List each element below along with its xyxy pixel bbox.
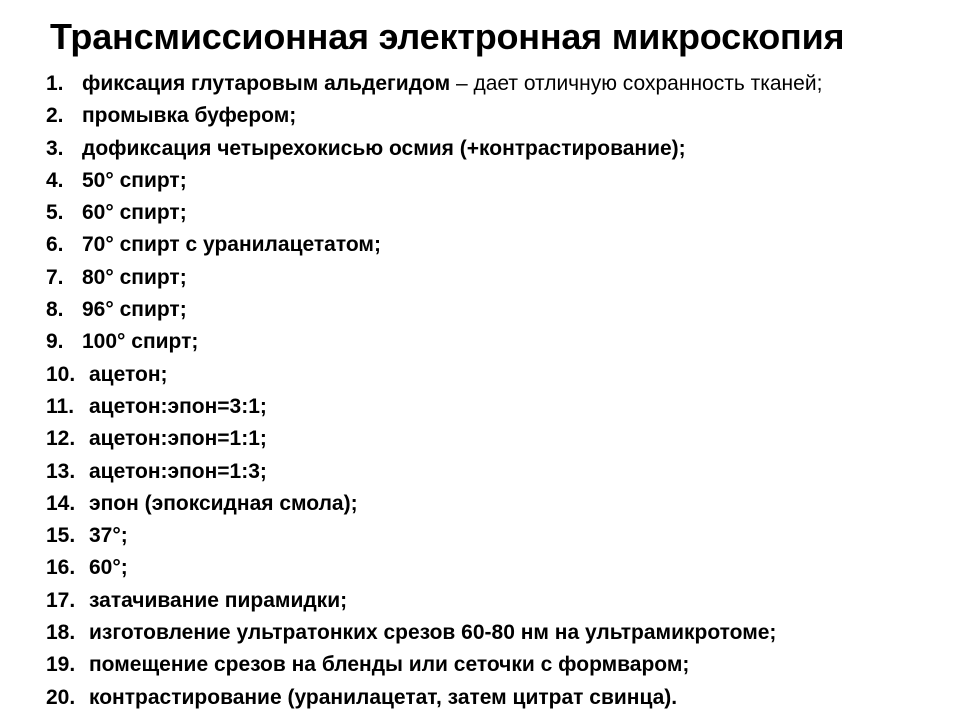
list-item	[46, 294, 936, 326]
list-item	[46, 682, 936, 714]
step-text: ацетон:эпон=3:1;	[89, 394, 267, 418]
step-text: 37°;	[89, 524, 128, 548]
step-text: затачивание пирамидки;	[89, 588, 348, 612]
step-number: 3.	[46, 136, 64, 160]
step-number: 2.	[46, 104, 64, 128]
step-number: 11.	[46, 394, 75, 418]
step-text: 80° спирт;	[82, 265, 187, 289]
step-text: 70° спирт с уранилацетатом;	[82, 233, 381, 257]
step-text: 50° спирт;	[82, 168, 187, 192]
step-number: 10.	[46, 362, 76, 386]
step-number: 16.	[46, 556, 76, 580]
list-item	[46, 100, 936, 132]
step-text: ацетон:эпон=1:3;	[89, 459, 267, 483]
slide-title: Трансмиссионная электронная микроскопия	[50, 16, 845, 57]
list-item	[46, 262, 936, 294]
step-number: 4.	[46, 168, 64, 192]
step-note: – дает отличную сохранность тканей;	[450, 72, 823, 95]
list-item	[46, 165, 936, 197]
step-number: 15.	[46, 524, 76, 548]
step-number: 8.	[46, 298, 64, 322]
step-text: эпон (эпоксидная смола);	[89, 491, 358, 515]
list-item	[46, 359, 936, 391]
step-number: 17.	[46, 588, 76, 612]
step-text: контрастирование (уранилацетат, затем цитрат свинца).	[89, 685, 678, 709]
step-number: 1.	[46, 72, 64, 95]
step-text: 60° спирт;	[82, 201, 187, 225]
step-text: дофиксация четырехокисью осмия (+контрастирование);	[82, 136, 686, 160]
list-item	[46, 617, 936, 649]
list-item	[46, 326, 936, 358]
list-item	[46, 133, 936, 165]
step-text: 100° спирт;	[82, 330, 199, 354]
step-number: 13.	[46, 459, 76, 483]
list-item	[46, 649, 936, 681]
step-number: 9.	[46, 330, 64, 354]
list-item	[46, 585, 936, 617]
step-number: 12.	[46, 427, 76, 451]
list-item	[46, 456, 936, 488]
step-text: помещение срезов на бленды или сеточки с формваром;	[89, 653, 690, 677]
step-text: ацетон:эпон=1:1;	[89, 427, 267, 451]
steps-list	[46, 68, 936, 714]
list-item	[46, 488, 936, 520]
step-number: 20.	[46, 685, 76, 709]
list-item	[46, 68, 936, 100]
step-number: 19.	[46, 653, 76, 677]
step-number: 6.	[46, 233, 64, 257]
step-number: 18.	[46, 621, 76, 645]
list-item	[46, 391, 936, 423]
list-item	[46, 520, 936, 552]
step-text: 60°;	[89, 556, 128, 580]
list-item	[46, 197, 936, 229]
step-text: 96° спирт;	[82, 298, 187, 322]
step-number: 14.	[46, 491, 76, 515]
list-item	[46, 229, 936, 261]
step-text: фиксация глутаровым альдегидом	[82, 72, 451, 95]
list-item	[46, 423, 936, 455]
step-text: изготовление ультратонких срезов 60-80 нм на ультрамикротоме;	[89, 621, 777, 645]
step-number: 5.	[46, 201, 64, 225]
step-number: 7.	[46, 265, 64, 289]
step-text: промывка буфером;	[82, 104, 297, 128]
step-text: ацетон;	[89, 362, 168, 386]
list-item	[46, 552, 936, 584]
